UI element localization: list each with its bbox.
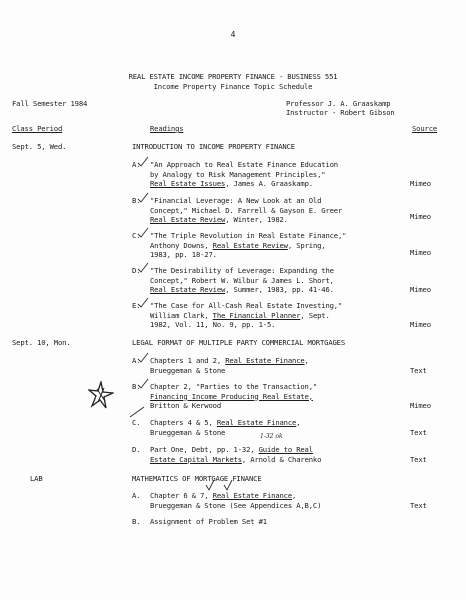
item-line: Brueggeman & Stone (See Appendices A,B,C): [150, 500, 322, 510]
book-title: Real Estate Finance: [212, 491, 293, 500]
item-source: Mimeo: [410, 248, 431, 257]
journal-title: Real Estate Review: [150, 215, 226, 224]
item-line: Brueggeman & Stone: [150, 427, 226, 437]
checkmark-icon: [136, 192, 150, 204]
course-subtitle: Income Property Finance Topic Schedule: [153, 82, 313, 91]
book-title: Real Estate Finance: [216, 418, 297, 427]
item-letter: B.: [132, 382, 141, 391]
item-line: Concept," Michael D. Farrell & Gayson E. Greer: [150, 205, 343, 215]
book-title: Estate Capital Markets: [150, 454, 242, 464]
book-title: Guide to Real: [258, 445, 313, 454]
column-source: Source: [412, 124, 438, 133]
item-line: Anthony Downs, Real Estate Review, Spring,: [150, 240, 326, 250]
item-source: Mimeo: [410, 401, 431, 410]
course-title: REAL ESTATE INCOME PROPERTY FINANCE - BUSINESS 551: [128, 72, 338, 81]
item-line: "The Case for All-Cash Real Estate Investing,": [150, 301, 343, 310]
item-letter: A.: [132, 491, 141, 500]
item-line: 1983, pp. 18-27.: [150, 250, 217, 259]
item-letter: A.: [132, 356, 141, 365]
item-line: by Analogy to Risk Management Principles,": [150, 169, 326, 179]
book-title: Real Estate Finance: [225, 356, 305, 365]
item-source: Mimeo: [410, 179, 431, 188]
checkmark-icon: [136, 262, 150, 274]
item-letter: D.: [132, 445, 141, 454]
page-number: 4: [230, 30, 236, 39]
item-source: Text: [410, 427, 427, 437]
checkmark-icon: [204, 478, 238, 492]
professor: Professor J. A. Graaskamp: [286, 99, 391, 108]
item-source: Text: [410, 454, 427, 464]
item-line: Assignment of Problem Set #1: [150, 517, 267, 526]
handwritten-note: 1-32 ok: [260, 433, 283, 440]
item-source: Text: [410, 500, 427, 510]
item-line: Brueggeman & Stone: [150, 365, 226, 375]
period-sept-10: Sept. 10, Mon.: [12, 338, 71, 347]
checkmark-icon: [128, 405, 146, 419]
checkmark-icon: [136, 297, 150, 309]
item-line: Britton & Kerwood: [150, 401, 222, 410]
item-line: Concept," Robert W. Wilbur & James L. Short,: [150, 275, 334, 285]
item-line: Real Estate Review, Winter, 1982.: [150, 215, 288, 224]
item-line: Chapters 4 & 5, Real Estate Finance,: [150, 418, 301, 427]
item-source: Text: [410, 365, 427, 375]
journal-title: Real Estate Review: [150, 285, 226, 294]
topic-intro: INTRODUCTION TO INCOME PROPERTY FINANCE: [132, 142, 295, 151]
item-line: "An Approach to Real Estate Finance Education: [150, 160, 338, 169]
item-source: Mimeo: [410, 320, 431, 329]
item-source: Mimeo: [410, 285, 431, 294]
item-line: "The Triple Revolution in Real Estate Finance,": [150, 231, 347, 240]
item-letter: E.: [132, 301, 141, 310]
item-line: Chapter 6 & 7, Real Estate Finance,: [150, 491, 297, 500]
item-source: Mimeo: [410, 212, 431, 221]
period-lab: LAB: [30, 474, 43, 483]
item-line: Real Estate Issues, James A. Graaskamp.: [150, 179, 313, 188]
item-letter: A.: [132, 160, 141, 169]
item-letter: C.: [132, 231, 141, 240]
journal-title: Real Estate Review: [212, 240, 288, 250]
item-line: "The Desirability of Leverage: Expanding the: [150, 266, 334, 275]
column-readings: Readings: [150, 124, 184, 133]
item-line: 1982, Vol. 11, No. 9, pp. 1-5.: [150, 320, 276, 329]
topic-legal-format: LEGAL FORMAT OF MULTIPLE PARTY COMMERCIAL MORTGAGES: [132, 338, 346, 347]
instructor: Instructor - Robert Gibson: [286, 108, 395, 117]
item-line: Real Estate Review, Summer, 1983, pp. 41-46.: [150, 285, 334, 294]
journal-title: Real Estate Issues: [150, 179, 226, 188]
item-line: Chapters 1 and 2, Real Estate Finance,: [150, 356, 309, 365]
column-class-period: Class Period: [12, 124, 63, 133]
star-icon: [88, 381, 114, 409]
topic-mathematics: MATHEMATICS OF MORTGAGE FINANCE: [132, 474, 262, 483]
item-letter: B.: [132, 196, 141, 205]
journal-title: The Financial Planner: [212, 310, 301, 320]
item-line: "Financial Leverage: A New Look at an Old: [150, 196, 322, 205]
item-letter: C.: [132, 418, 141, 427]
item-line: Financing Income Producing Real Estate,: [150, 391, 313, 401]
item-letter: D.: [132, 266, 141, 275]
item-line: Part One, Debt, pp. 1-32, Guide to Real: [150, 445, 313, 454]
item-line: Estate Capital Markets, Arnold & Charenko: [150, 454, 322, 464]
item-letter: B.: [132, 517, 141, 526]
checkmark-icon: [136, 227, 150, 239]
checkmark-icon: [136, 156, 150, 168]
checkmark-icon: [136, 352, 150, 364]
period-sept-5: Sept. 5, Wed.: [12, 142, 67, 151]
item-line: Chapter 2, "Parties to the Transaction,": [150, 382, 318, 391]
item-line: William Clark, The Financial Planner, Sept.: [150, 310, 330, 320]
semester: Fall Semester 1984: [12, 99, 88, 108]
checkmark-icon: [136, 378, 150, 390]
